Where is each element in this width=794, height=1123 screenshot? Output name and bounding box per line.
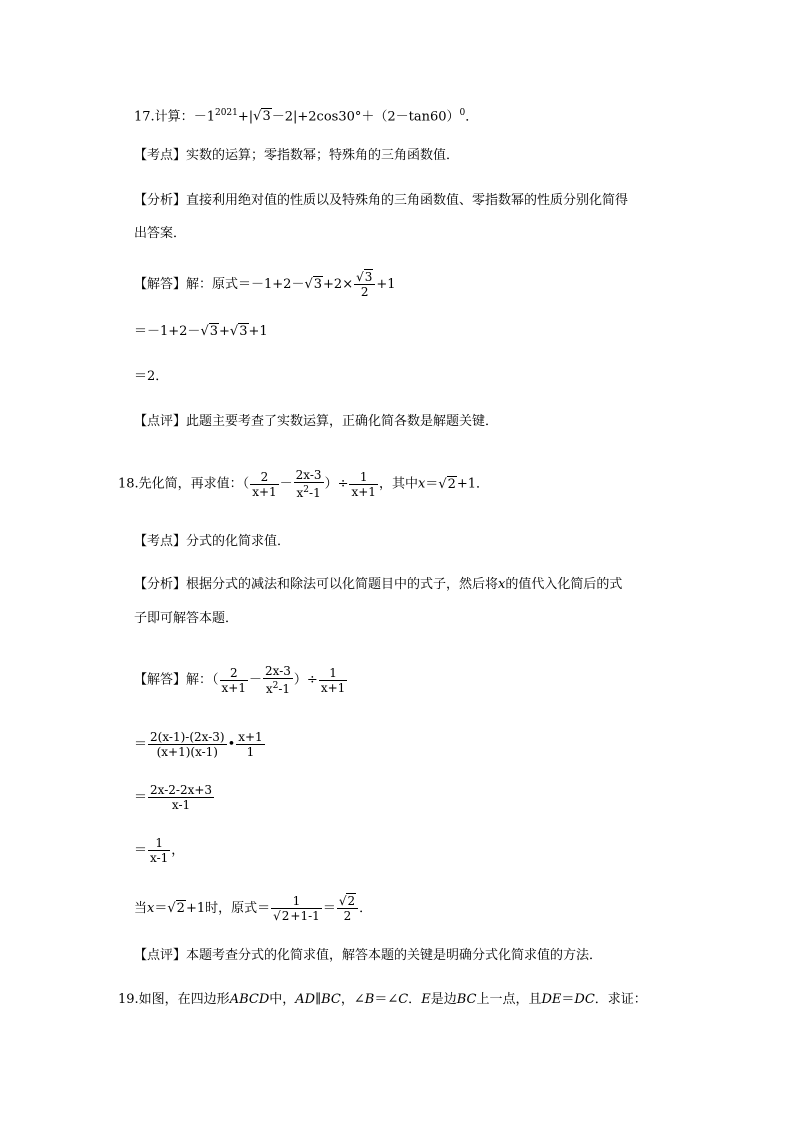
fraction: $\frac{2(x-1)-(2x-3)}{(x+1)(x-1)}$ — [150, 730, 225, 759]
fraction: $\frac{1}{x+1}$ — [351, 469, 376, 499]
q17-dianping: 【点评】此题主要考查了实数运算，正确化简各数是解题关键． — [134, 414, 499, 429]
fraction: $\frac{1}{x-1}$ — [150, 836, 169, 865]
q18-stem: 18.先化简，再求值：（ $\frac{2}{x+1}$ － $\frac{2x-3}{x^2-1}$ ）÷ $\frac{1}{x+1}$ ，其中x＝√2+1． — [118, 468, 490, 500]
sqrt: √3 — [304, 277, 323, 292]
q18-substitute: 当x＝√2+1时，原式＝ $\frac{1}{√2+1-1}$ ＝ $\frac{√2}{2}$ ． — [134, 894, 373, 923]
q18-step2: ＝ $\frac{2x-2-2x+3}{x-1}$ — [134, 783, 213, 812]
q17-fenxi-cont: 出答案． — [134, 226, 187, 241]
q17-stem: 17.计算：$-1^{2021}+|√3-2|+2\cos 30^\circ+(2-\tan 60)^0$． — [134, 103, 478, 127]
q17-fenxi: 【分析】直接利用绝对值的性质以及特殊角的三角函数值、零指数幂的性质分别化简得 — [134, 193, 629, 208]
q17-step2: ＝－1+2－√3+√3+1 — [134, 324, 268, 339]
q18-dianping: 【点评】本题考查分式的化简求值，解答本题的关键是明确分式化简求值的方法． — [134, 948, 603, 963]
q18-kaodian: 【考点】分式的化简求值． — [134, 534, 291, 549]
fraction: $\frac{1}{√2+1-1}$ — [273, 894, 320, 923]
fraction: $\frac{2}{x+1}$ — [221, 665, 246, 695]
q18-fenxi-cont: 子即可解答本题． — [134, 611, 239, 626]
fraction: $\frac{1}{x+1}$ — [320, 665, 346, 695]
fraction: $\frac{2x-3}{x^2-1}$ — [265, 664, 291, 696]
q19-stem: 19.如图，在四边形ABCD中，AD∥BC，∠B＝∠C．E是边BC上一点，且DE＝DC．求证： — [118, 992, 647, 1007]
q18-step3: ＝ $\frac{1}{x-1}$ ， — [134, 836, 185, 865]
fraction: $\frac{2x-3}{x^2-1}$ — [295, 468, 322, 500]
q17-jieda: 【解答】解：原式＝－1+2－√3+2× $\frac{√3}{2}$ +1 — [134, 270, 396, 299]
fraction: $\frac{x+1}{1}$ — [238, 730, 263, 759]
q17-step3: ＝2． — [134, 369, 169, 384]
q18-fenxi: 【分析】根据分式的减法和除法可以化简题目中的式子，然后将x的值代入化简后的式 — [134, 577, 623, 592]
q18-step1: ＝ $\frac{2(x-1)-(2x-3)}{(x+1)(x-1)}$ • $\frac{x+1}{1}$ — [134, 730, 263, 759]
fraction: $\frac{√3}{2}$ — [354, 270, 375, 299]
q17-kaodian: 【考点】实数的运算；零指数幂；特殊角的三角函数值． — [134, 148, 460, 163]
fraction: $\frac{√2}{2}$ — [337, 894, 358, 923]
fraction: $\frac{2}{x+1}$ — [252, 469, 277, 499]
q18-jieda: 【解答】解：（ $\frac{2}{x+1}$ － $\frac{2x-3}{x^2-1}$ ）÷ $\frac{1}{x+1}$ — [134, 664, 346, 696]
sqrt: √3 — [253, 109, 271, 125]
fraction: $\frac{2x-2-2x+3}{x-1}$ — [150, 783, 213, 812]
